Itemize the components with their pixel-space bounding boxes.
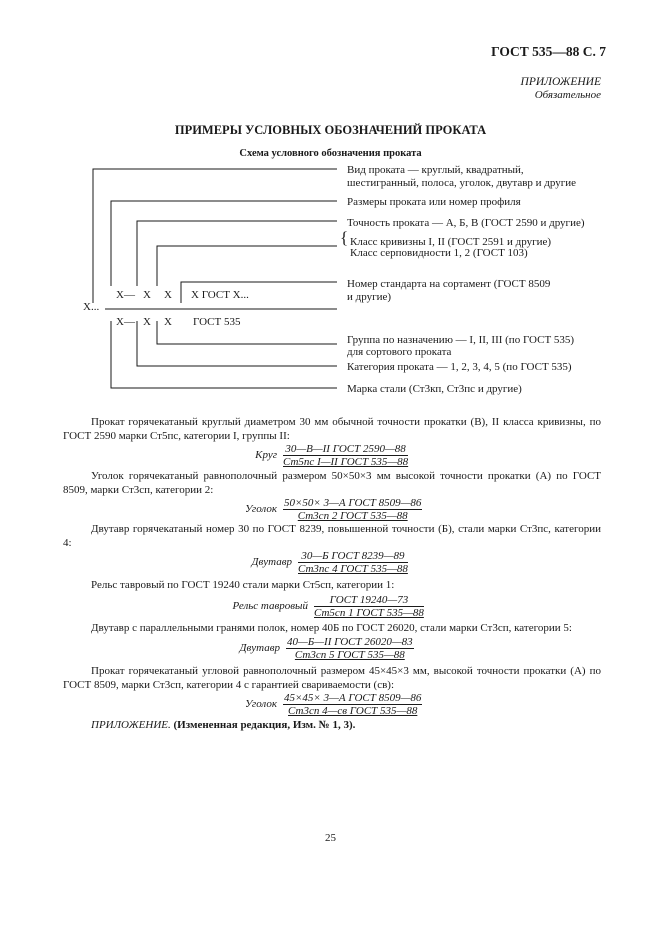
line-group: [157, 321, 337, 344]
scheme-row1-x1: Х—: [116, 289, 135, 301]
example-2-name: Уголок: [245, 503, 277, 515]
example-6-name: Уголок: [245, 698, 277, 710]
example-6-denominator: Ст3сп 4—св ГОСТ 535—88: [288, 705, 418, 717]
label-standard-2: и другие): [347, 291, 392, 303]
line-accuracy: [137, 221, 337, 286]
amendment-note-prefix: ПРИЛОЖЕНИЕ.: [91, 719, 171, 731]
example-3-numerator: 30—Б ГОСТ 8239—89: [298, 550, 408, 563]
line-sizes: [111, 201, 337, 286]
line-steel: [111, 321, 337, 388]
appendix-label: ПРИЛОЖЕНИЕ: [520, 76, 601, 88]
example-1-denominator: Ст5пс I—II ГОСТ 535—88: [283, 456, 409, 468]
label-steel: Марка стали (Ст3кп, Ст3пс и другие): [347, 383, 522, 395]
scheme-row2-x3: Х: [164, 316, 172, 328]
appendix-status: Обязательное: [534, 89, 601, 101]
document-header: ГОСТ 535—88 С. 7: [491, 44, 606, 59]
label-category: Категория проката — 1, 2, 3, 4, 5 (по ГОСТ 535): [347, 361, 572, 373]
example-3-designation: [251, 550, 408, 575]
example-2-denominator: Ст3сп 2 ГОСТ 535—88: [297, 510, 408, 522]
label-accuracy: Точность проката — А, Б, В (ГОСТ 2590 и другие): [347, 217, 585, 229]
example-5-designation: [239, 636, 414, 661]
label-group-2: для сортового проката: [347, 346, 452, 358]
label-kind-2: шестигранный, полоса, уголок, двутавр и другие: [347, 177, 577, 189]
example-4-designation: [232, 594, 424, 619]
example-6-text: Прокат горячекатаный угловой равнополочный размером 45×45×3 мм, высокой точности прокатки (А) по ГОСТ 8509, марки Ст3сп, категории 4 с гарантией свариваемости (св):: [63, 665, 601, 692]
page-title: ПРИМЕРЫ УСЛОВНЫХ ОБОЗНАЧЕНИЙ ПРОКАТА: [174, 123, 487, 137]
scheme-row2-gost: ГОСТ 535: [193, 316, 241, 328]
scheme-row2-x2: Х: [143, 316, 151, 328]
scheme-row1-x3: Х: [164, 289, 172, 301]
example-5-name: Двутавр: [239, 642, 280, 654]
example-2-designation: [245, 497, 422, 522]
example-1-text: Прокат горячекатаный круглый диаметром 30 мм обычной точности прокатки (В), II класса кривизны, по ГОСТ 2590 марки Ст5пс, категории I, группы II:: [63, 416, 601, 443]
example-6-designation: [245, 692, 422, 717]
example-5-denominator: Ст3сп 5 ГОСТ 535—88: [294, 649, 405, 661]
label-sickle: Класс серповидности 1, 2 (ГОСТ 103): [350, 247, 528, 259]
example-4-name: Рельс тавровый: [232, 600, 308, 612]
example-5-numerator: 40—Б—II ГОСТ 26020—83: [287, 636, 413, 648]
example-6-numerator: 45×45× 3—А ГОСТ 8509—86: [284, 692, 422, 704]
scheme-row1-gost: Х ГОСТ Х...: [191, 289, 249, 301]
line-class: [157, 246, 337, 286]
amendment-note: [91, 719, 355, 731]
example-4-denominator: Ст5сп 1 ГОСТ 535—88: [314, 607, 424, 619]
label-curvature: Класс кривизны I, II (ГОСТ 2591 и другие): [350, 236, 552, 248]
example-1-name: Круг: [255, 449, 277, 461]
page-number: 25: [325, 832, 336, 844]
line-kind: [93, 169, 337, 303]
label-sizes: Размеры проката или номер профиля: [347, 196, 521, 208]
example-2-numerator: 50×50× 3—А ГОСТ 8509—86: [284, 497, 422, 509]
example-1-designation: [255, 443, 409, 468]
scheme-title: Схема условного обозначения проката: [239, 148, 422, 159]
label-standard-1: Номер стандарта на сортамент (ГОСТ 8509: [347, 278, 551, 290]
example-3-name: Двутавр: [251, 556, 292, 568]
scheme-left-x: Х...: [83, 301, 100, 313]
curly-brace: {: [340, 228, 349, 247]
label-group-1: Группа по назначению — I, II, III (по ГОСТ 535): [347, 334, 575, 346]
example-2-text: Уголок горячекатаный равнополочный размером 50×50×3 мм высокой точности прокатки (А) по ГОСТ 8509, марки Ст3сп, категории 2:: [63, 470, 601, 497]
example-5-text: Двутавр с параллельными гранями полок, номер 40Б по ГОСТ 26020, стали марки Ст3сп, категории 5:: [91, 622, 572, 634]
example-1-numerator: 30—В—II ГОСТ 2590—88: [283, 443, 408, 456]
label-kind-1: Вид проката — круглый, квадратный,: [347, 164, 524, 176]
example-4-text: Рельс тавровый по ГОСТ 19240 стали марки Ст5сп, категории 1:: [91, 579, 395, 591]
example-3-denominator: Ст3пс 4 ГОСТ 535—88: [298, 563, 408, 575]
amendment-note-text: (Измененная редакция, Изм. № 1, 3).: [170, 719, 356, 731]
scheme-row1-x2: Х: [143, 289, 151, 301]
example-3-text: Двутавр горячекатаный номер 30 по ГОСТ 8239, повышенной точности (Б), стали марки Ст3пс, категории 4:: [63, 523, 601, 550]
scheme-row2-x1: Х—: [116, 316, 135, 328]
example-4-numerator: ГОСТ 19240—73: [314, 594, 424, 607]
